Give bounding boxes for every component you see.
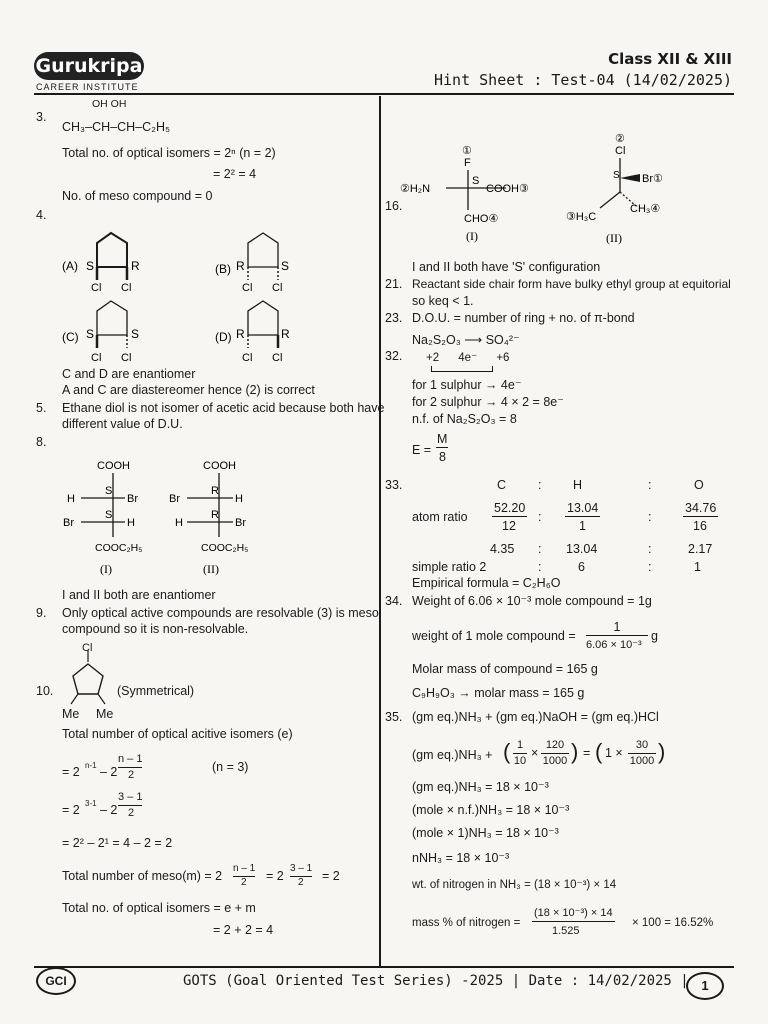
q4-c-s1: S <box>86 327 95 341</box>
q35-f3-num: 30 <box>628 738 656 754</box>
brand-subtitle: CAREER INSTITUTE <box>36 82 139 92</box>
q10-eq2-den: 2 <box>128 807 135 819</box>
q8-i-s2: S <box>105 509 113 521</box>
q33-hdr-colon2: : <box>648 478 652 492</box>
q33-s-h: 6 <box>578 560 585 574</box>
q35-paren-close2: ) <box>658 739 666 764</box>
q16-structure-ii <box>566 133 663 245</box>
q4-b-label: (B) <box>215 262 231 276</box>
q34-line-1: Weight of 6.06 × 10⁻³ mole compound = 1g <box>412 594 652 608</box>
q33-s-colon2: : <box>648 560 652 574</box>
footer-logo: GCI <box>36 967 76 995</box>
q4-d-r2: R <box>281 327 290 341</box>
q4-c-cl2: Cl <box>121 352 132 364</box>
q8-i-s1: S <box>105 485 113 497</box>
q3-number: 3. <box>36 110 47 124</box>
q33-colon-b: : <box>648 510 652 524</box>
q34-line-3: Molar mass of compound = 165 g <box>412 662 598 676</box>
q35-times-1: × <box>531 746 539 760</box>
q33-h-num: 13.04 <box>567 501 599 515</box>
page-number: 1 <box>686 972 724 1000</box>
q10-total-2: = 2 + 2 = 4 <box>213 923 274 937</box>
q10-eq3: = 2² – 2¹ = 4 – 2 = 2 <box>62 836 173 850</box>
q35-line-6: nNH₃ = 18 × 10⁻³ <box>412 851 510 865</box>
q16-i-f: F <box>464 157 471 169</box>
q35-equals: = <box>583 746 591 760</box>
q21-line-1: Reactant side chair form have bulky ethyl group at equitorial <box>412 277 731 291</box>
q8-ii-br2: Br <box>235 517 246 529</box>
q35-f2-num: 120 <box>541 738 569 754</box>
q8-i-bottom: COOC₂H₅ <box>95 542 143 554</box>
q33-c-den: 12 <box>502 519 516 533</box>
q10-eq1-num: n – 1 <box>118 752 142 768</box>
q16-structures <box>396 130 736 250</box>
q4-number: 4. <box>36 208 47 222</box>
q8-ii-br1: Br <box>169 493 180 505</box>
q10-line-1: Total number of optical acitive isomers (e) <box>62 727 293 741</box>
q16-i-h2n: ②H₂N <box>400 183 431 195</box>
q3-line-3: No. of meso compound = 0 <box>62 189 213 203</box>
q4-c-label: (C) <box>62 330 79 344</box>
q35-1x: 1 × <box>605 746 623 760</box>
q35-paren-close1: ) <box>571 739 579 764</box>
q33-r-h: 13.04 <box>566 542 598 556</box>
q35-f1-num: 1 <box>513 738 527 754</box>
q33-hdr-colon1: : <box>538 478 542 492</box>
q16-i-cooh: COOH③ <box>486 183 529 195</box>
q16-ii-label: (II) <box>606 231 622 245</box>
q33-hdr-h: H <box>573 478 583 492</box>
q4-c-cl1: Cl <box>91 352 102 364</box>
q10-meso-num1: n – 1 <box>233 861 255 877</box>
q33-h-den: 1 <box>579 519 586 533</box>
q3-oh-groups: OH OH <box>92 98 127 110</box>
q8-line-1: I and II both are enantiomer <box>62 588 216 602</box>
q16-i-s: S <box>472 175 480 187</box>
q10-eq2-base: = 2 <box>62 803 80 817</box>
q10-meso-num2: 3 – 1 <box>290 861 312 877</box>
q5-line-1: Ethane diol is not isomer of acetic acid because both have <box>62 401 385 415</box>
q16-ii-2: ② <box>615 133 625 145</box>
q10-eq2-num: 3 – 1 <box>118 790 142 806</box>
q34-frac-den: 6.06 × 10⁻³ <box>586 639 642 651</box>
q3-line-2: = 2² = 4 <box>213 167 257 181</box>
q33-r-colon2: : <box>648 542 652 556</box>
q16-ii-h3c: ③H₃C <box>566 211 597 223</box>
q4-d-cl1: Cl <box>242 352 253 364</box>
q33-simple: simple ratio 2 <box>412 560 487 574</box>
q34-number: 34. <box>385 594 403 608</box>
q5-number: 5. <box>36 401 47 415</box>
footer-rule <box>34 966 734 968</box>
hint-sheet-title: Hint Sheet : Test-04 (14/02/2025) <box>433 71 732 89</box>
q4-d-r1: R <box>236 327 245 341</box>
q4-b-cl2: Cl <box>272 282 283 294</box>
q32-e: E = <box>412 443 432 457</box>
footer-text: GOTS (Goal Oriented Test Series) -2025 | Date : 14/02/2025 | <box>183 973 689 989</box>
q33-c-num: 52.20 <box>494 501 526 515</box>
q10-n3: (n = 3) <box>212 760 249 774</box>
q35-number: 35. <box>385 710 403 724</box>
q8-structure-i <box>63 460 142 576</box>
q16-line-1: I and II both have 'S' configuration <box>412 260 601 274</box>
q16-ii-cl: Cl <box>615 145 626 157</box>
q16-ii-s: S <box>613 170 620 181</box>
q23-line-1: D.O.U. = number of ring + no. of π-bond <box>412 311 635 325</box>
q35-line-3: (gm eq.)NH₃ = 18 × 10⁻³ <box>412 780 549 794</box>
q9-number: 9. <box>36 606 47 620</box>
q4-line-2: A and C are diastereomer hence (2) is correct <box>62 383 315 397</box>
q33-hdr-o: O <box>694 478 704 492</box>
q16-structure-i <box>400 145 529 243</box>
q33-number: 33. <box>385 478 403 492</box>
q35-line-2: (gm eq.)NH₃ + <box>412 748 493 762</box>
q3-formula: CH₃–CH–CH–C₂H₅ <box>62 120 171 134</box>
q32-m: M <box>437 432 448 446</box>
q9-line-2: compound so it is non-resolvable. <box>62 622 249 636</box>
q8-ii-bottom: COOC₂H₅ <box>201 542 249 554</box>
q10-eq1-base: = 2 <box>62 765 80 779</box>
q8-number: 8. <box>36 435 47 449</box>
q10-total-1: Total no. of optical isomers = e + m <box>62 901 256 915</box>
q8-i-label: (I) <box>100 562 112 576</box>
q8-i-h2: H <box>127 517 135 529</box>
q35-line-5: (mole × 1)NH₃ = 18 × 10⁻³ <box>412 826 559 840</box>
q4-structure-a <box>62 233 140 294</box>
q16-i-cho: CHO④ <box>464 213 499 225</box>
q16-ii-ch3: CH₃④ <box>630 203 661 215</box>
q4-structure-b <box>215 233 289 294</box>
q10-me-1: Me <box>62 707 80 721</box>
q4-a-r: R <box>131 259 140 273</box>
q32-line-1: for 1 sulphur → 4e⁻ <box>412 378 522 392</box>
q32-number: 32. <box>385 349 403 363</box>
q33-r-o: 2.17 <box>688 542 713 556</box>
q8-ii-label: (II) <box>203 562 219 576</box>
q10-symmetrical: (Symmetrical) <box>117 684 195 698</box>
q32-line-2: for 2 sulphur → 4 × 2 = 8e⁻ <box>412 395 564 409</box>
q33-o-num: 34.76 <box>685 501 717 515</box>
q34-g: g <box>651 629 658 643</box>
q10-eq2-minus: – 2 <box>100 803 118 817</box>
q4-a-s: S <box>86 259 95 273</box>
q32-line-3: n.f. of Na₂S₂O₃ = 8 <box>412 412 517 426</box>
q35-line-8-den: 1.525 <box>552 925 580 937</box>
q4-d-label: (D) <box>215 330 232 344</box>
q10-eq1-den: 2 <box>128 769 135 781</box>
q32-bracket <box>431 366 493 372</box>
q21-line-2: so keq < 1. <box>412 294 474 308</box>
q35-line-8-label: mass % of nitrogen = <box>412 917 521 929</box>
q8-ii-r2: R <box>211 509 219 521</box>
q23-number: 23. <box>385 311 403 325</box>
q33-r-c: 4.35 <box>490 542 515 556</box>
q16-i-1: ① <box>462 145 472 157</box>
q10-number: 10. <box>36 684 54 698</box>
q4-c-s2: S <box>131 327 140 341</box>
q33-s-o: 1 <box>694 560 701 574</box>
q8-i-br2: Br <box>63 517 74 529</box>
q10-meso-res: = 2 <box>322 869 340 883</box>
q35-f1-den: 10 <box>513 755 527 767</box>
q8-i-top: COOH <box>97 460 130 472</box>
q4-structures <box>55 225 375 365</box>
q10-cl: Cl <box>82 642 93 654</box>
brand-logo: Gurukripa <box>34 52 144 80</box>
q35-line-1: (gm eq.)NH₃ + (gm eq.)NaOH = (gm eq.)HCl <box>412 710 659 724</box>
q10-meso-den2: 2 <box>298 877 304 888</box>
q34-line-4: C₉H₉O₃ → molar mass = 165 g <box>412 686 585 700</box>
q4-b-cl1: Cl <box>242 282 253 294</box>
q4-b-s: S <box>281 259 290 273</box>
q10-meso-label: Total number of meso(m) = 2 <box>62 869 223 883</box>
q33-empirical: Empirical formula = C₂H₆O <box>412 576 561 590</box>
q3-line-1: Total no. of optical isomers = 2ⁿ (n = 2) <box>62 146 276 160</box>
q10-meso-eq: = 2 <box>266 869 284 883</box>
q5-line-2: different value of D.U. <box>62 417 183 431</box>
q33-hdr-c: C <box>497 478 507 492</box>
q34-line-2: weight of 1 mole compound = <box>412 629 576 643</box>
q16-i-label: (I) <box>466 229 478 243</box>
q35-line-8-result: × 100 = 16.52% <box>632 917 714 929</box>
q33-o-den: 16 <box>693 519 707 533</box>
q4-structure-c <box>62 301 139 364</box>
q16-number: 16. <box>385 199 403 213</box>
q33-s-colon1: : <box>538 560 542 574</box>
q9-line-1: Only optical active compounds are resolvable (3) is meso <box>62 606 379 620</box>
column-divider <box>379 96 381 968</box>
q8-ii-r1: R <box>211 485 219 497</box>
q35-paren-open1: ( <box>503 739 511 764</box>
q4-structure-d <box>215 301 290 364</box>
class-label: Class XII & XIII <box>608 50 732 68</box>
q34-frac-num: 1 <box>586 620 648 636</box>
q4-line-1: C and D are enantiomer <box>62 367 196 381</box>
q32-8: 8 <box>439 450 446 464</box>
q10-eq2-exp: 3-1 <box>85 799 97 808</box>
q8-i-h1: H <box>67 493 75 505</box>
q10-me-2: Me <box>96 707 114 721</box>
q8-structure-ii <box>169 460 248 576</box>
q35-f3-den: 1000 <box>629 755 655 767</box>
q35-line-7: wt. of nitrogen in NH₃ = (18 × 10⁻³) × 14 <box>412 879 617 891</box>
q8-ii-h1: H <box>235 493 243 505</box>
q8-ii-h2: H <box>175 517 183 529</box>
q35-paren-open2: ( <box>595 739 603 764</box>
header-rule <box>34 93 734 95</box>
q32-reaction: Na₂S₂O₃ ⟶ SO₄²⁻ <box>412 333 520 347</box>
q8-fischer-projections <box>55 455 375 585</box>
q4-d-cl2: Cl <box>272 352 283 364</box>
q4-a-cl1: Cl <box>91 282 102 294</box>
q33-atom-ratio: atom ratio <box>412 510 468 524</box>
q35-line-4: (mole × n.f.)NH₃ = 18 × 10⁻³ <box>412 803 570 817</box>
q16-ii-br: Br① <box>642 173 663 185</box>
q10-eq1-minus: – 2 <box>100 765 118 779</box>
q21-number: 21. <box>385 277 403 291</box>
q10-meso-den1: 2 <box>241 877 247 888</box>
q35-f2-den: 1000 <box>542 755 568 767</box>
q10-eq1-exp: n-1 <box>85 761 97 770</box>
q32-oxidation: +2 4e⁻ +6 <box>426 352 510 364</box>
q35-line-8-num: (18 × 10⁻³) × 14 <box>532 906 615 922</box>
q8-i-br1: Br <box>127 493 138 505</box>
q4-b-r: R <box>236 259 245 273</box>
q33-r-colon1: : <box>538 542 542 556</box>
q4-a-cl2: Cl <box>121 282 132 294</box>
q4-a-label: (A) <box>62 259 78 273</box>
q8-ii-top: COOH <box>203 460 236 472</box>
q33-colon-a: : <box>538 510 542 524</box>
